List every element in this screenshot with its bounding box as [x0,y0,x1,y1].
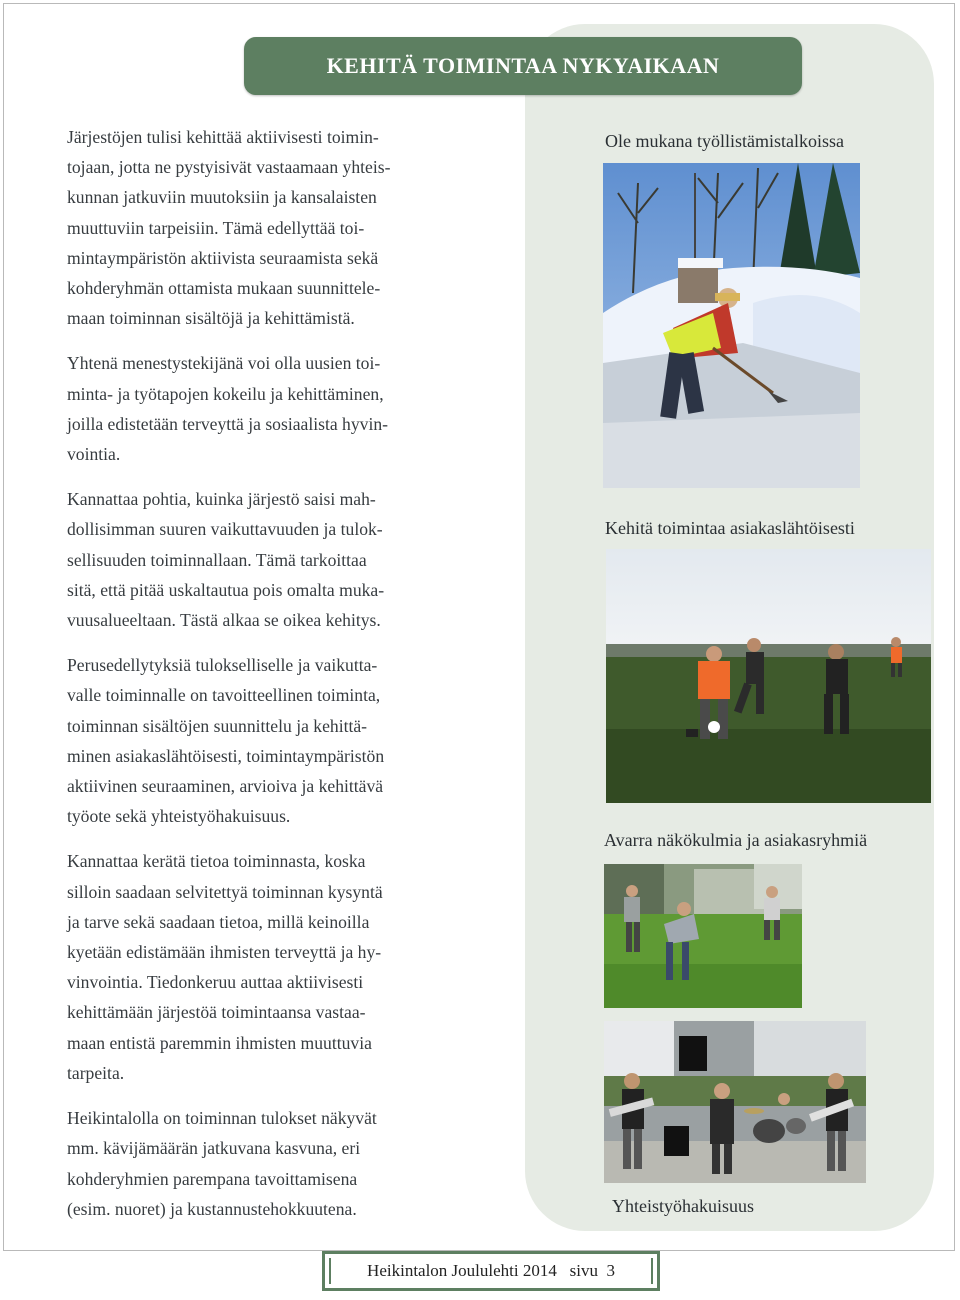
photo-band [604,1021,866,1183]
photo-caption-customer: Kehitä toimintaa asiakaslähtöisesti [605,518,855,538]
article-body [67,122,487,1239]
title-banner [244,37,802,95]
paragraph: Järjestöjen tulisi kehittää aktiivisesti toimin- tojaan, jotta ne pystyisivät vastaamaan yhteis- kunnan jatkuviin muutoksiin ja kansalaisten muuttuviin tarpeisiin. Tämä edellyttää toi- mintaympäristön aktiivista seuraamista sekä kohderyhmän ottamista mukaan suunnittele- maan toiminnan sisältöjä ja kehittämistä. [67,127,391,329]
footer-text: Heikintalon Joululehti 2014 sivu 3 [367,1261,615,1280]
paragraph: Kannattaa pohtia, kuinka järjestö saisi mah- dollisimman suuren vaikuttavuuden ja tulok- sellisuuden toiminnallaan. Tämä tarkoittaa sitä, että pitää uskaltautua pois omalta muka- vuusalueeltaan. Tästä alkaa se oikea kehitys. [67,489,385,631]
paragraph: Yhtenä menestystekijänä voi olla uusien toi- minta- ja työtapojen kokeilu ja kehittäminen, joilla edistetään terveyttä ja sosiaalista hyvin- vointia. [67,353,388,465]
paragraph: Kannattaa kerätä tietoa toiminnasta, koska silloin saadaan selvitettyä toiminnan kysyntä ja tarve sekä saadaan tietoa, millä keinoilla kyetään edistämään ihmisten terveyttä ja hy- vinvointia. Tiedonkeruu auttaa aktiivisesti kehittämään järjestöä toimintaansa vastaa- maan entistä paremmin ihmisten muuttuvia tarpeita. [67,851,383,1083]
photo-caption-cooperation: Yhteistyöhakuisuus [612,1196,754,1216]
paragraph: Heikintalolla on toiminnan tulokset näkyvät mm. kävijämäärän jatkuvana kasvuna, eri kohderyhmien parempana tavoittamisena (esim. nuoret) ja kustannustehokkuutena. [67,1108,377,1219]
photo-outdoor-game [604,864,802,1008]
photo-caption-perspectives: Avarra näkökulmia ja asiakasryhmiä [604,830,868,850]
photo-snow-shoveling [603,163,860,488]
photo-football [606,549,931,803]
paragraph: Perusedellytyksiä tulokselliselle ja vaikutta- valle toiminnalle on tavoitteellinen toiminta, toiminnan sisältöjen suunnittelu ja kehittä- minen asiakaslähtöisesti, toimintaympäristön aktiivinen seuraaminen, arvioiva ja kehittävä työote sekä yhteistyöhakuisuus. [67,655,385,827]
photo-caption-work: Ole mukana työllistämistalkoissa [605,131,844,151]
page-title: KEHITÄ TOIMINTAA NYKYAIKAAN [326,53,720,78]
footer [322,1251,660,1291]
